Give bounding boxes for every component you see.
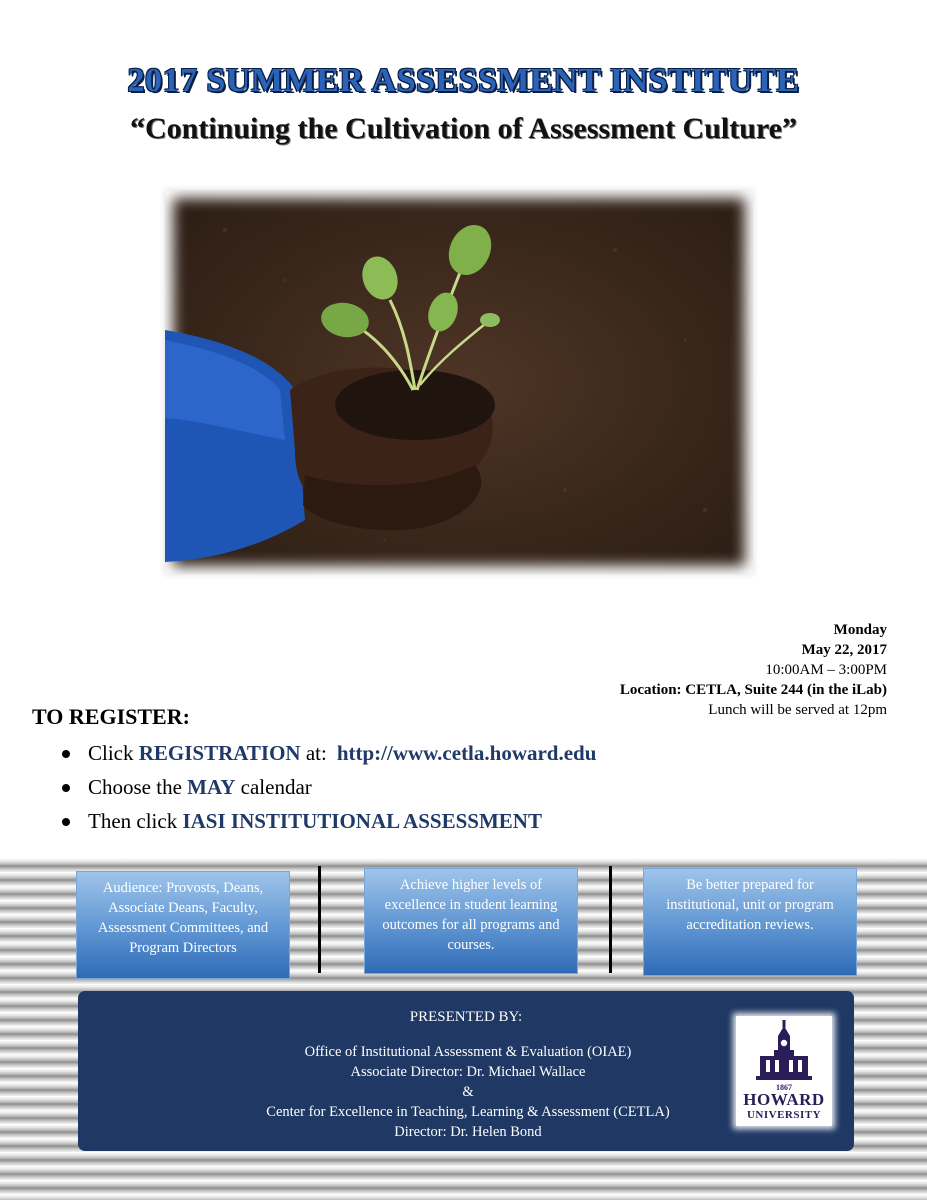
logo-name-howard: HOWARD: [743, 1090, 825, 1109]
step3-keyword: IASI INSTITUTIONAL ASSESSMENT: [182, 809, 542, 833]
bullet-icon: [62, 750, 70, 758]
bullet-icon: [62, 784, 70, 792]
logo-name-university: UNIVERSITY: [746, 1109, 822, 1121]
event-date: May 22, 2017: [801, 642, 887, 658]
event-details: [620, 620, 887, 720]
divider-line: [609, 866, 612, 973]
presenter-center: Center for Excellence in Teaching, Learning & Assessment (CETLA): [266, 1104, 670, 1120]
presenter-associate-director: Associate Director: Dr. Michael Wallace: [350, 1064, 586, 1080]
step-institutional-assessment: [58, 804, 596, 838]
event-time: 10:00AM – 3:00PM: [765, 662, 887, 678]
event-day: Monday: [833, 622, 887, 638]
accreditation-box: Be better prepared for institutional, unit or program accreditation reviews.: [644, 869, 856, 975]
event-location: Location: CETLA, Suite 244 (in the iLab): [619, 682, 887, 698]
step-registration: [58, 736, 596, 770]
register-heading: TO REGISTER:: [32, 704, 190, 729]
presenter-lines: [188, 1042, 748, 1142]
step2-prefix: Choose the: [88, 775, 188, 799]
step2-suffix: calendar: [235, 775, 312, 799]
hands-with-seedling-photo: [165, 190, 753, 574]
presenter-director: Director: Dr. Helen Bond: [394, 1124, 542, 1140]
audience-box: Audience: Provosts, Deans, Associate Deans, Faculty, Assessment Committees, and Program Directors: [77, 872, 289, 978]
event-title: 2017 SUMMER ASSESSMENT INSTITUTE: [127, 62, 800, 99]
presenter-office: Office of Institutional Assessment & Evaluation (OIAE): [304, 1044, 632, 1060]
event-subtitle: “Continuing the Cultivation of Assessment Culture”: [129, 112, 798, 145]
registration-url-link[interactable]: http://www.cetla.howard.edu: [336, 741, 597, 765]
step1-middle: at:: [300, 741, 327, 765]
logo-established-year: 1867: [776, 1083, 792, 1092]
howard-university-logo: [736, 1016, 832, 1126]
divider-line: [318, 866, 321, 973]
step1-keyword: REGISTRATION: [138, 741, 301, 765]
step3-prefix: Then click: [88, 809, 183, 833]
step-calendar: [58, 770, 596, 804]
event-lunch: Lunch will be served at 12pm: [708, 702, 887, 718]
bullet-icon: [62, 818, 70, 826]
presented-by-heading: PRESENTED BY:: [409, 1009, 523, 1025]
presenter-ampersand: &: [462, 1084, 474, 1100]
clock-tower-icon: [736, 1016, 832, 1084]
registration-steps: [58, 736, 596, 838]
step2-keyword: MAY: [187, 775, 236, 799]
excellence-box: Achieve higher levels of excellence in student learning outcomes for all programs and courses.: [365, 869, 577, 973]
step1-prefix: Click: [88, 741, 139, 765]
